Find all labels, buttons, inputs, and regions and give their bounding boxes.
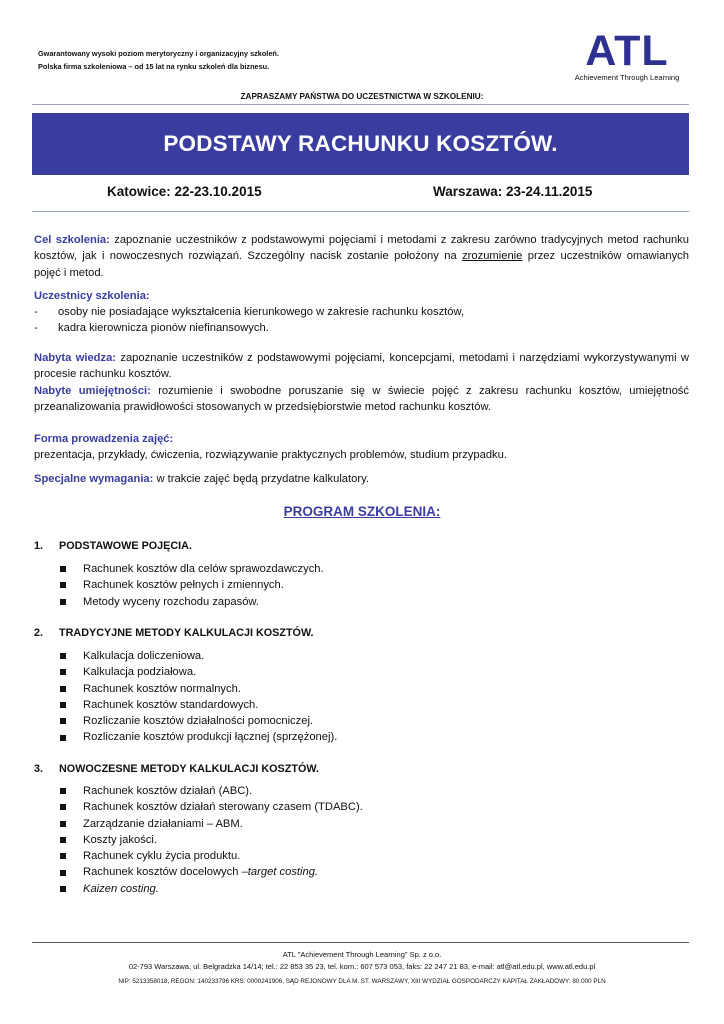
- bullet-icon: [60, 566, 66, 572]
- list-item: Rachunek kosztów normalnych.: [60, 681, 337, 697]
- program-title: PROGRAM SZKOLENIA:: [283, 504, 441, 519]
- participants-label: Uczestnicy szkolenia:: [34, 290, 150, 302]
- goal-underlined: zrozumienie: [462, 250, 523, 263]
- skills-text: rozumienie i swobodne poruszanie się w świecie pojęć z zakresu rachunku kosztów, umiejętność przeanalizowania prawidłowości stosowanych w przedsiębiorstwie metod rachunku kosztów.: [34, 385, 689, 414]
- list-item: Kalkulacja doliczeniowa.: [60, 648, 337, 664]
- knowledge-label: Nabyta wiedza:: [34, 352, 117, 364]
- divider: [32, 211, 689, 212]
- list-item: Zarządzanie działaniami – ABM.: [60, 816, 363, 832]
- bullet-icon: [60, 870, 66, 876]
- list-item: Rachunek kosztów działań sterowany czasem (TDABC).: [60, 799, 363, 815]
- requirements-label: Specjalne wymagania:: [34, 473, 154, 485]
- section-list-2: [60, 648, 337, 746]
- list-item: Rachunek kosztów działań (ABC).: [60, 783, 363, 799]
- knowledge-text: zapoznanie uczestników z podstawowymi pojęciami, koncepcjami, metodami i narzędziami wykorzystywanymi w procesie rachunku kosztów.: [34, 352, 689, 381]
- form-label: Forma prowadzenia zajęć:: [34, 433, 174, 445]
- bullet-icon: [60, 735, 66, 741]
- footer-contact: 02-793 Warszawa, ul. Belgradzka 14/14; tel.: 22 853 35 23, tel. kom.: 607 573 053, faks: 22 247 21 83, e-mail: atl@atl.edu.pl, www.atl.edu.pl: [128, 962, 596, 971]
- bullet-icon: [60, 804, 66, 810]
- goal-label: Cel szkolenia:: [34, 234, 110, 246]
- bullet-icon: [60, 686, 66, 692]
- footer-registry: NIP: 5213358018, REGON: 140233796 KRS: 0000241906, SĄD REJONOWY DLA M. ST. WARSZAWY, XIII WYDZIAŁ GOSPODARCZY KAPITAŁ ZAKŁADOWY: 80.000 PLN: [118, 978, 606, 985]
- participants-list: [34, 304, 464, 337]
- section-heading-1: 1. PODSTAWOWE POJĘCIA.: [34, 540, 192, 552]
- participants-label-row: [34, 288, 689, 304]
- bullet-icon: [60, 582, 66, 588]
- dash-marker: -: [34, 322, 38, 335]
- skills-label: Nabyte umiejętności:: [34, 385, 151, 397]
- bullet-icon: [60, 853, 66, 859]
- list-item: - kadra kierownicza pionów niefinansowych.: [34, 320, 464, 336]
- header-tagline: [38, 47, 279, 73]
- skills-paragraph: [34, 383, 689, 416]
- list-item: Rachunek kosztów pełnych i zmiennych.: [60, 577, 324, 593]
- list-item: Rachunek kosztów docelowych – target costing.: [60, 864, 363, 880]
- list-item: Metody wyceny rozchodu zapasów.: [60, 594, 324, 610]
- goal-text-2: przez uczestników omawianych pojęć i metod.: [34, 250, 689, 279]
- form-paragraph: [34, 431, 689, 464]
- bullet-icon: [60, 653, 66, 659]
- bullet-icon: [60, 718, 66, 724]
- goal-text-1: zapoznanie uczestników z podstawowymi pojęciami i metodami z zakresu zarówno tradycyjnych metod rachunku kosztów, jak i nowoczesnych rozwiązań. Szczególny nacisk zostanie położony na: [34, 234, 689, 263]
- invite-text: ZAPRASZAMY PAŃSTWA DO UCZESTNICTWA W SZKOLENIU:: [240, 92, 484, 101]
- dash-marker: -: [34, 306, 38, 318]
- list-item: Rozliczanie kosztów działalności pomocniczej.: [60, 713, 337, 729]
- list-item: Rachunek cyklu życia produktu.: [60, 848, 363, 864]
- bullet-icon: [60, 669, 66, 675]
- list-item: Kaizen costing.: [60, 881, 363, 897]
- list-item: Koszty jakości.: [60, 832, 363, 848]
- goal-paragraph: [34, 232, 689, 281]
- knowledge-paragraph: [34, 350, 689, 383]
- list-item: Rachunek kosztów dla celów sprawozdawczych.: [60, 561, 324, 577]
- bullet-icon: [60, 837, 66, 843]
- section-heading-2: 2. TRADYCYJNE METODY KALKULACJI KOSZTÓW.: [34, 627, 314, 639]
- logo-subtitle: Achievement Through Learning: [574, 73, 680, 82]
- divider: [32, 104, 689, 105]
- page-title: PODSTAWY RACHUNKU KOSZTÓW.: [163, 131, 558, 156]
- list-item: Rachunek kosztów standardowych.: [60, 697, 337, 713]
- list-item: Rozliczanie kosztów produkcji łącznej (sprzężonej).: [60, 729, 337, 745]
- tagline-line-1: Gwarantowany wysoki poziom merytoryczny i organizacyjny szkoleń.: [38, 49, 279, 58]
- date-warszawa: Warszawa: 23-24.11.2015: [433, 184, 593, 199]
- logo-mark: ATL: [585, 27, 669, 75]
- bullet-icon: [60, 821, 66, 827]
- section-heading-3: 3. NOWOCZESNE METODY KALKULACJI KOSZTÓW.: [34, 763, 319, 775]
- atl-logo: [566, 27, 688, 82]
- bullet-icon: [60, 886, 66, 892]
- bullet-icon: [60, 599, 66, 605]
- title-banner: [32, 113, 689, 175]
- tagline-line-2: Polska firma szkoleniowa – od 15 lat na rynku szkoleń dla biznesu.: [38, 62, 270, 71]
- bullet-icon: [60, 702, 66, 708]
- section-list-3: [60, 783, 363, 897]
- requirements-text: w trakcie zajęć będą przydatne kalkulatory.: [153, 473, 369, 485]
- bullet-icon: [60, 788, 66, 794]
- date-katowice: Katowice: 22-23.10.2015: [107, 184, 262, 199]
- section-list-1: [60, 561, 324, 610]
- footer-divider: [32, 942, 689, 943]
- list-item: - osoby nie posiadające wykształcenia kierunkowego w zakresie rachunku kosztów,: [34, 304, 464, 320]
- requirements-paragraph: [34, 471, 689, 487]
- footer-company: ATL "Achievement Through Learning" Sp. z o.o.: [282, 950, 442, 959]
- list-item: Kalkulacja podziałowa.: [60, 664, 337, 680]
- form-text: prezentacja, przykłady, ćwiczenia, rozwiązywanie praktycznych problemów, studium przypadku.: [34, 449, 507, 462]
